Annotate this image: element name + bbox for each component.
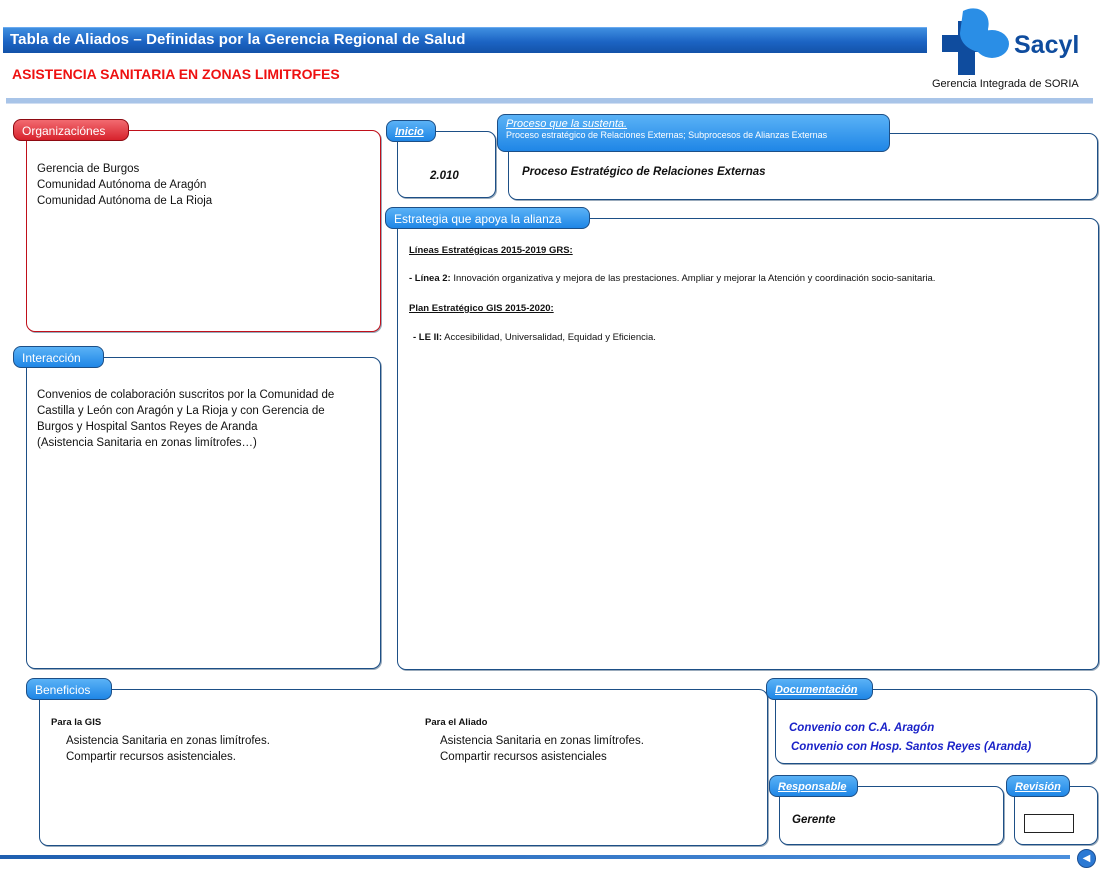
beneficio-item: Compartir recursos asistenciales. bbox=[66, 751, 237, 763]
footer-bar bbox=[0, 855, 1070, 859]
inicio-value: 2.010 bbox=[430, 170, 459, 182]
sacyl-logo bbox=[930, 5, 1100, 95]
interaccion-tab: Interacción bbox=[13, 346, 104, 368]
interaccion-line: Convenios de colaboración suscritos por la Comunidad de bbox=[37, 389, 335, 401]
beneficio-item: Asistencia Sanitaria en zonas limítrofes. bbox=[440, 735, 644, 747]
organizacion-item: Comunidad Autónoma de La Rioja bbox=[37, 195, 213, 207]
header-divider-line bbox=[6, 103, 1093, 104]
documentacion-tab: Documentación bbox=[766, 678, 873, 700]
beneficios-gis-list bbox=[66, 733, 270, 765]
beneficios-panel bbox=[39, 689, 768, 846]
estrategia-linea-2 bbox=[409, 272, 935, 286]
beneficios-aliado-title: Para el Aliado bbox=[425, 717, 488, 728]
proceso-sublabel: Proceso estratégico de Relaciones Externas; Subprocesos de Alianzas Externas bbox=[506, 130, 828, 140]
interaccion-line: (Asistencia Sanitaria en zonas limítrofes…) bbox=[37, 437, 257, 449]
beneficios-gis-title: Para la GIS bbox=[51, 717, 102, 728]
le-ii-prefix: - LE II: bbox=[413, 332, 443, 343]
inicio-tab: Inicio bbox=[386, 120, 436, 142]
organizaciones-tab: Organizaciónes bbox=[13, 119, 129, 141]
responsable-tab: Responsable bbox=[769, 775, 858, 797]
responsable-value: Gerente bbox=[792, 814, 836, 826]
back-arrow-icon[interactable]: ◀ bbox=[1077, 849, 1096, 868]
interaccion-line: Castilla y León con Aragón y La Rioja y con Gerencia de bbox=[37, 405, 325, 417]
documentacion-item[interactable]: Convenio con C.A. Aragón bbox=[789, 722, 935, 734]
beneficios-aliado-list bbox=[440, 733, 644, 765]
page-title: Tabla de Aliados – Definidas por la Gerencia Regional de Salud bbox=[10, 31, 466, 48]
beneficio-item: Compartir recursos asistenciales bbox=[440, 751, 607, 763]
le-ii-text: Accesibilidad, Universalidad, Equidad y Eficiencia. bbox=[442, 332, 656, 343]
proceso-label: Proceso que la sustenta. bbox=[506, 118, 628, 130]
organizaciones-list bbox=[37, 161, 212, 209]
page-subtitle: ASISTENCIA SANITARIA EN ZONAS LIMITROFES bbox=[12, 66, 340, 82]
proceso-value: Proceso Estratégico de Relaciones Externas bbox=[522, 166, 766, 178]
linea-2-text: Innovación organizativa y mejora de las prestaciones. Ampliar y mejorar la Atención y coordinación socio-sanitaria. bbox=[450, 273, 936, 284]
interaccion-line: Burgos y Hospital Santos Reyes de Aranda bbox=[37, 421, 258, 433]
logo-brand: Sacyl bbox=[1014, 31, 1080, 59]
estrategia-heading-plan: Plan Estratégico GIS 2015-2020: bbox=[409, 303, 554, 314]
estrategia-tab: Estrategia que apoya la alianza bbox=[385, 207, 590, 229]
beneficios-tab: Beneficios bbox=[26, 678, 112, 700]
estrategia-le-ii bbox=[413, 331, 656, 345]
proceso-tab bbox=[497, 114, 890, 152]
interaccion-text bbox=[37, 387, 334, 451]
documentacion-item[interactable]: Convenio con Hosp. Santos Reyes (Aranda) bbox=[791, 741, 1032, 753]
title-bar bbox=[3, 27, 927, 53]
revision-value-box bbox=[1024, 814, 1074, 833]
organizacion-item: Comunidad Autónoma de Aragón bbox=[37, 179, 207, 191]
linea-2-prefix: - Línea 2: bbox=[409, 273, 451, 284]
revision-tab: Revisión bbox=[1006, 775, 1070, 797]
organizacion-item: Gerencia de Burgos bbox=[37, 163, 140, 175]
logo-caption: Gerencia Integrada de SORIA bbox=[932, 78, 1079, 90]
beneficio-item: Asistencia Sanitaria en zonas limítrofes. bbox=[66, 735, 270, 747]
estrategia-heading-lineas: Líneas Estratégicas 2015-2019 GRS: bbox=[409, 245, 573, 256]
